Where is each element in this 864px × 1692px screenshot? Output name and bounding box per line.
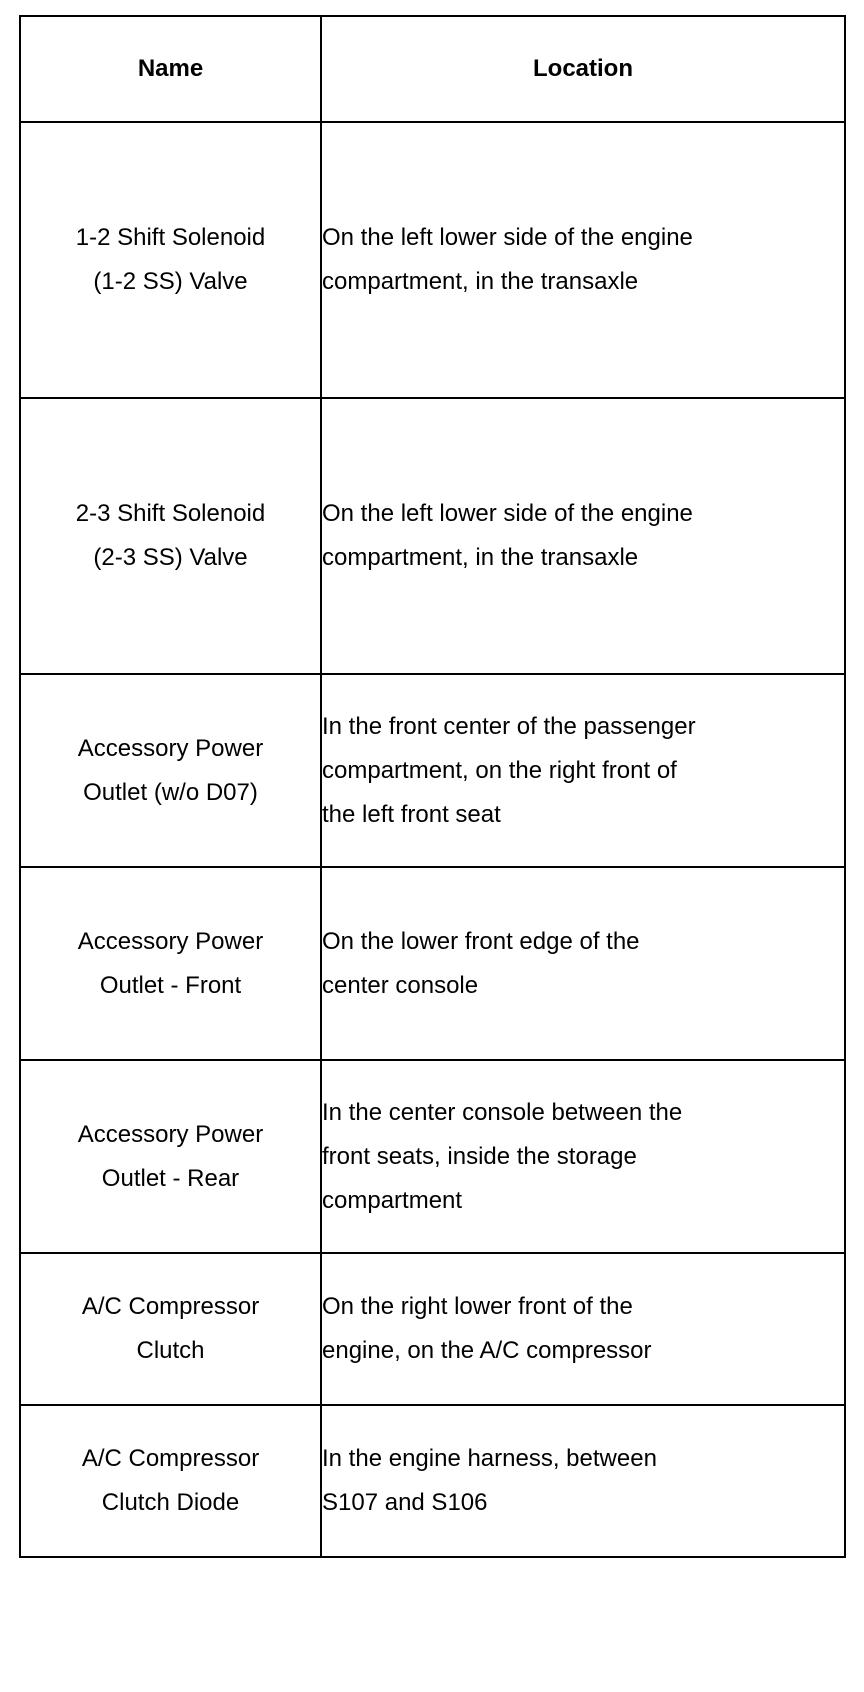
component-location: In the front center of the passenger compartment, on the right front of the left front seat	[322, 712, 696, 828]
component-name-cell	[20, 398, 321, 674]
table-header-row	[20, 16, 845, 122]
table-row	[20, 1060, 845, 1253]
component-location-cell	[321, 1060, 845, 1253]
table-row	[20, 1405, 845, 1557]
table-row	[20, 398, 845, 674]
component-location: In the engine harness, between S107 and S106	[322, 1445, 657, 1516]
component-location: On the left lower side of the engine compartment, in the transaxle	[322, 500, 693, 571]
name-column-header	[20, 16, 321, 122]
table-row	[20, 1253, 845, 1405]
component-name: 2-3 Shift Solenoid (2-3 SS) Valve	[75, 500, 266, 571]
component-location: On the right lower front of the engine, on the A/C compressor	[322, 1293, 652, 1364]
component-location-cell	[321, 122, 845, 398]
component-name: Accessory Power Outlet - Rear	[77, 1120, 264, 1192]
component-name: Accessory Power Outlet - Front	[77, 927, 264, 999]
component-name: A/C Compressor Clutch Diode	[81, 1445, 260, 1516]
table-row	[20, 674, 845, 867]
component-location-cell	[321, 398, 845, 674]
location-column-header	[321, 16, 845, 122]
component-name: A/C Compressor Clutch	[81, 1293, 260, 1364]
table-row	[20, 867, 845, 1060]
component-location-cell	[321, 1405, 845, 1557]
component-name-cell	[20, 1060, 321, 1253]
component-name: 1-2 Shift Solenoid (1-2 SS) Valve	[75, 224, 266, 295]
component-location: On the lower front edge of the center console	[322, 927, 640, 999]
component-location-cell	[321, 867, 845, 1060]
component-name-cell	[20, 674, 321, 867]
component-location-cell	[321, 1253, 845, 1405]
component-name-cell	[20, 122, 321, 398]
location-header-label: Location	[533, 55, 633, 82]
component-name: Accessory Power Outlet (w/o D07)	[77, 734, 264, 806]
component-location-cell	[321, 674, 845, 867]
component-location: In the center console between the front seats, inside the storage compartment	[322, 1098, 683, 1214]
table-row	[20, 122, 845, 398]
component-location: On the left lower side of the engine compartment, in the transaxle	[322, 224, 693, 295]
component-name-cell	[20, 1405, 321, 1557]
component-name-cell	[20, 1253, 321, 1405]
component-name-cell	[20, 867, 321, 1060]
component-location-table	[19, 15, 846, 1558]
name-header-label: Name	[137, 55, 204, 82]
